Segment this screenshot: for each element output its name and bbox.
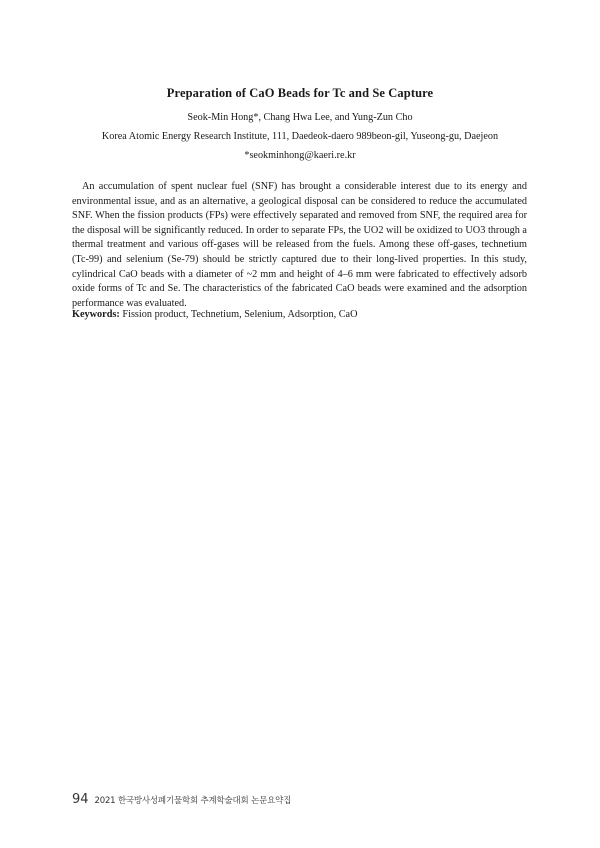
keywords-label: Keywords:: [72, 309, 120, 320]
keywords-line: [72, 309, 527, 320]
abstract-paragraph: An accumulation of spent nuclear fuel (SNF) has brought a considerable interest due to its energy and environmental issue, and as an alternative, a geological disposal can be considered to reduce the accumulated SNF. When the fission products (FPs) were effectively separated and removed from SNF, the required area for the disposal will be significantly reduced. In order to separate FPs, the UO2 will be oxidized to UO3 through a thermal treatment and various off-gases will be released from the fuels. Among these off-gases, technetium (Tc-99) and selenium (Se-79) should be strictly captured due to their long-lived properties. In this study, cylindrical CaO beads with a diameter of ~2 mm and height of 4–6 mm were fabricated to effectively adsorb oxide forms of Tc and Se. The characteristics of the fabricated CaO beads were examined and the adsorption performance was evaluated.: [72, 181, 527, 309]
page-footer: [72, 788, 291, 807]
page-number: 94: [72, 792, 89, 807]
corresponding-email: *seokminhong@kaeri.re.kr: [244, 150, 356, 161]
keywords-values: Fission product, Technetium, Selenium, Adsorption, CaO: [119, 309, 358, 320]
conference-proceedings-title: 2021 한국방사성폐기물학회 추계학술대회 논문요약집: [94, 796, 292, 806]
author-affiliation: Korea Atomic Energy Research Institute, 111, Daedeok-daero 989beon-gil, Yuseong-gu, Daejeon: [101, 131, 499, 142]
author-list: Seok-Min Hong*, Chang Hwa Lee, and Yung-Zun Cho: [187, 112, 413, 123]
paper-title: Preparation of CaO Beads for Tc and Se Capture: [166, 86, 434, 100]
